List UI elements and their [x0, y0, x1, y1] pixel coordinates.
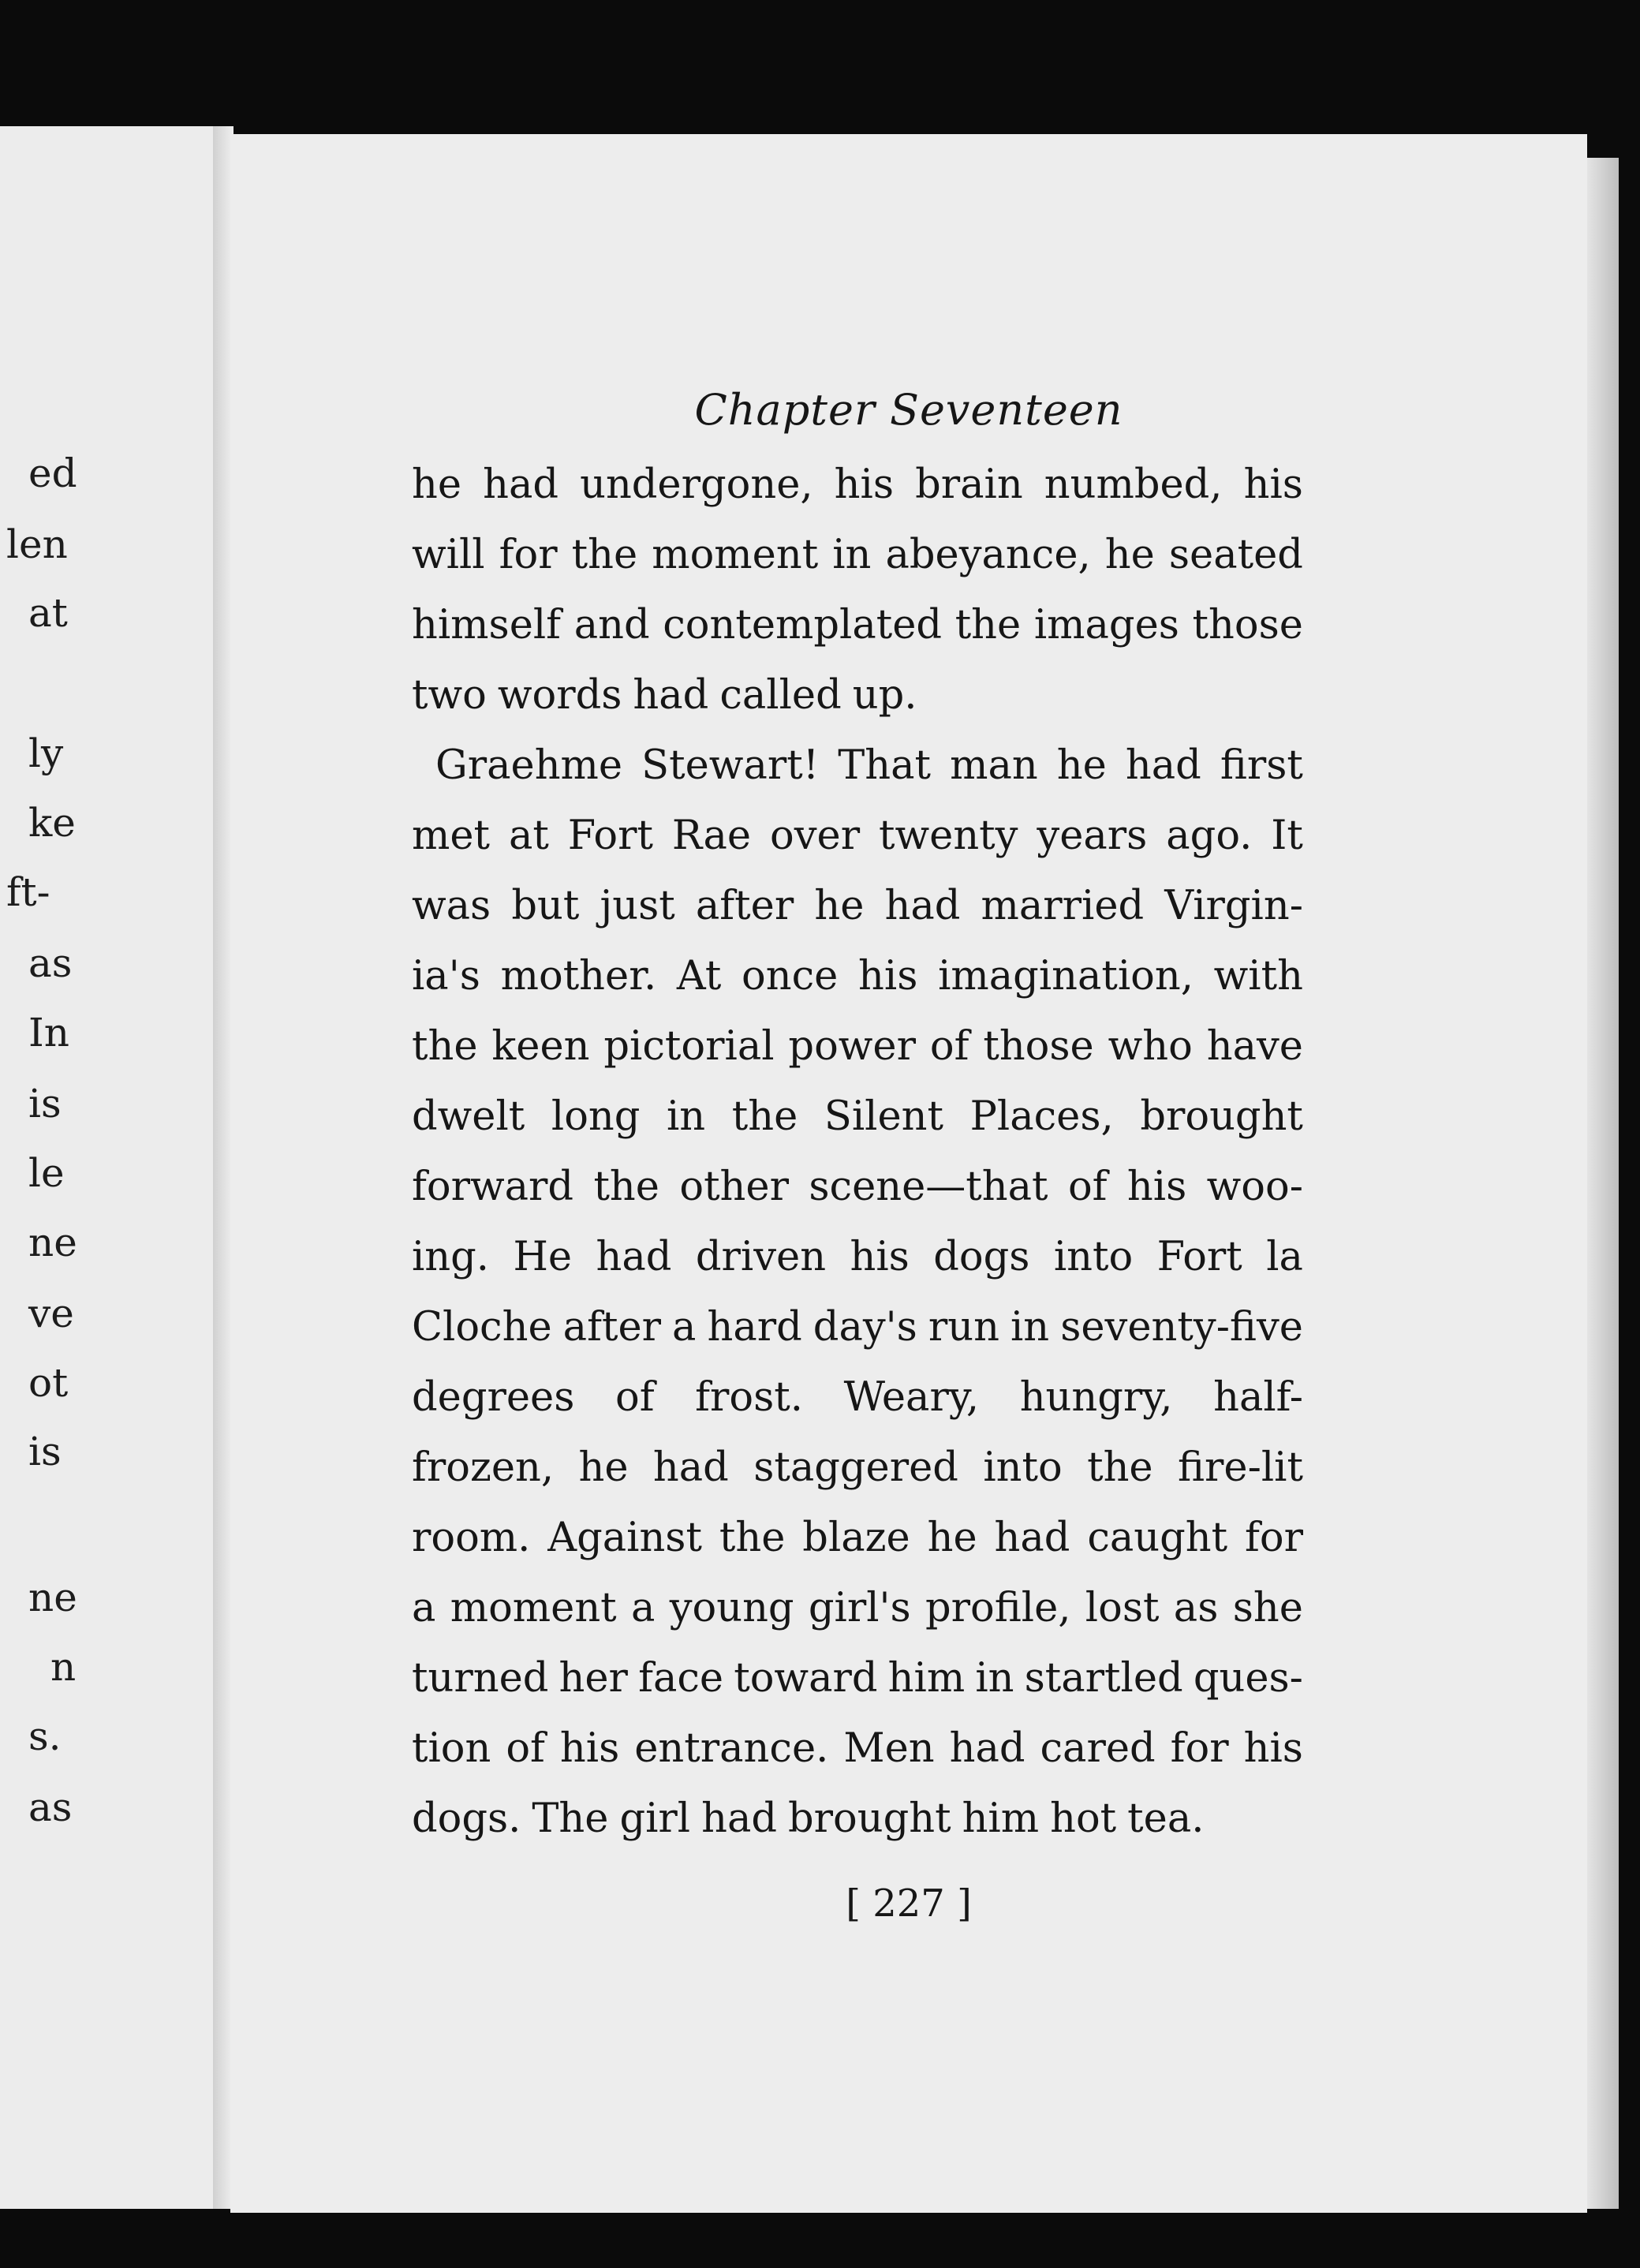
text-line: tion of his entrance. Men had cared for his — [412, 1725, 1303, 1772]
left-page-fragment: ot — [28, 1360, 69, 1406]
left-page-fragment: as — [28, 1784, 73, 1830]
left-page-fragment: ly — [28, 730, 64, 776]
text-line: met at Fort Rae over twenty years ago. It — [412, 813, 1303, 859]
left-page-fragment: In — [28, 1010, 69, 1056]
left-page-fragment: le — [28, 1150, 65, 1196]
left-page-fragment: is — [28, 1081, 62, 1127]
left-page-fragment: len — [6, 521, 68, 567]
text-line: frozen, he had staggered into the fire-lit — [412, 1444, 1303, 1491]
left-page-fragment: is — [28, 1429, 62, 1474]
text-line: Cloche after a hard day's run in seventy-five — [412, 1304, 1303, 1351]
left-page-fragment: s. — [28, 1713, 62, 1759]
text-line: he had undergone, his brain numbed, his — [412, 461, 1303, 508]
text-line: degrees of frost. Weary, hungry, half- — [412, 1374, 1303, 1421]
text-line: dwelt long in the Silent Places, brought — [412, 1093, 1303, 1140]
left-page-fragment: ed — [28, 450, 77, 496]
text-line: ia's mother. At once his imagination, with — [412, 953, 1303, 999]
text-line: himself and contemplated the images those — [412, 602, 1303, 648]
text-line: was but just after he had married Virgin- — [412, 883, 1303, 929]
text-line: will for the moment in abeyance, he seated — [412, 532, 1303, 578]
right-page-edge — [1587, 158, 1619, 2209]
left-page-fragment: ve — [28, 1291, 74, 1336]
text-line: the keen pictorial power of those who have — [412, 1023, 1303, 1070]
left-page-fragment: ne — [28, 1575, 77, 1620]
left-page-fragment: ke — [28, 800, 76, 846]
running-head: Chapter Seventeen — [694, 385, 1123, 435]
right-page — [230, 134, 1587, 2213]
text-line: dogs. The girl had brought him hot tea. — [412, 1795, 1205, 1842]
left-page-fragment: at — [28, 590, 68, 636]
text-line: room. Against the blaze he had caught for — [412, 1515, 1303, 1561]
text-line: a moment a young girl's profile, lost as she — [412, 1585, 1303, 1631]
text-line: two words had called up. — [412, 672, 917, 719]
text-line: forward the other scene—that of his woo- — [412, 1164, 1303, 1210]
text-line: ing. He had driven his dogs into Fort la — [412, 1234, 1303, 1280]
left-page — [0, 126, 224, 2209]
left-page-fragment: ft- — [6, 869, 50, 915]
left-page-fragment: ne — [28, 1220, 77, 1265]
text-line: turned her face toward him in startled ques- — [412, 1655, 1303, 1702]
left-page-fragment: n — [50, 1644, 77, 1690]
page-number: [ 227 ] — [846, 1881, 972, 1926]
left-page-fragment: as — [28, 940, 73, 986]
body-text — [412, 450, 1303, 1854]
text-line: Graehme Stewart! That man he had first — [435, 742, 1303, 789]
